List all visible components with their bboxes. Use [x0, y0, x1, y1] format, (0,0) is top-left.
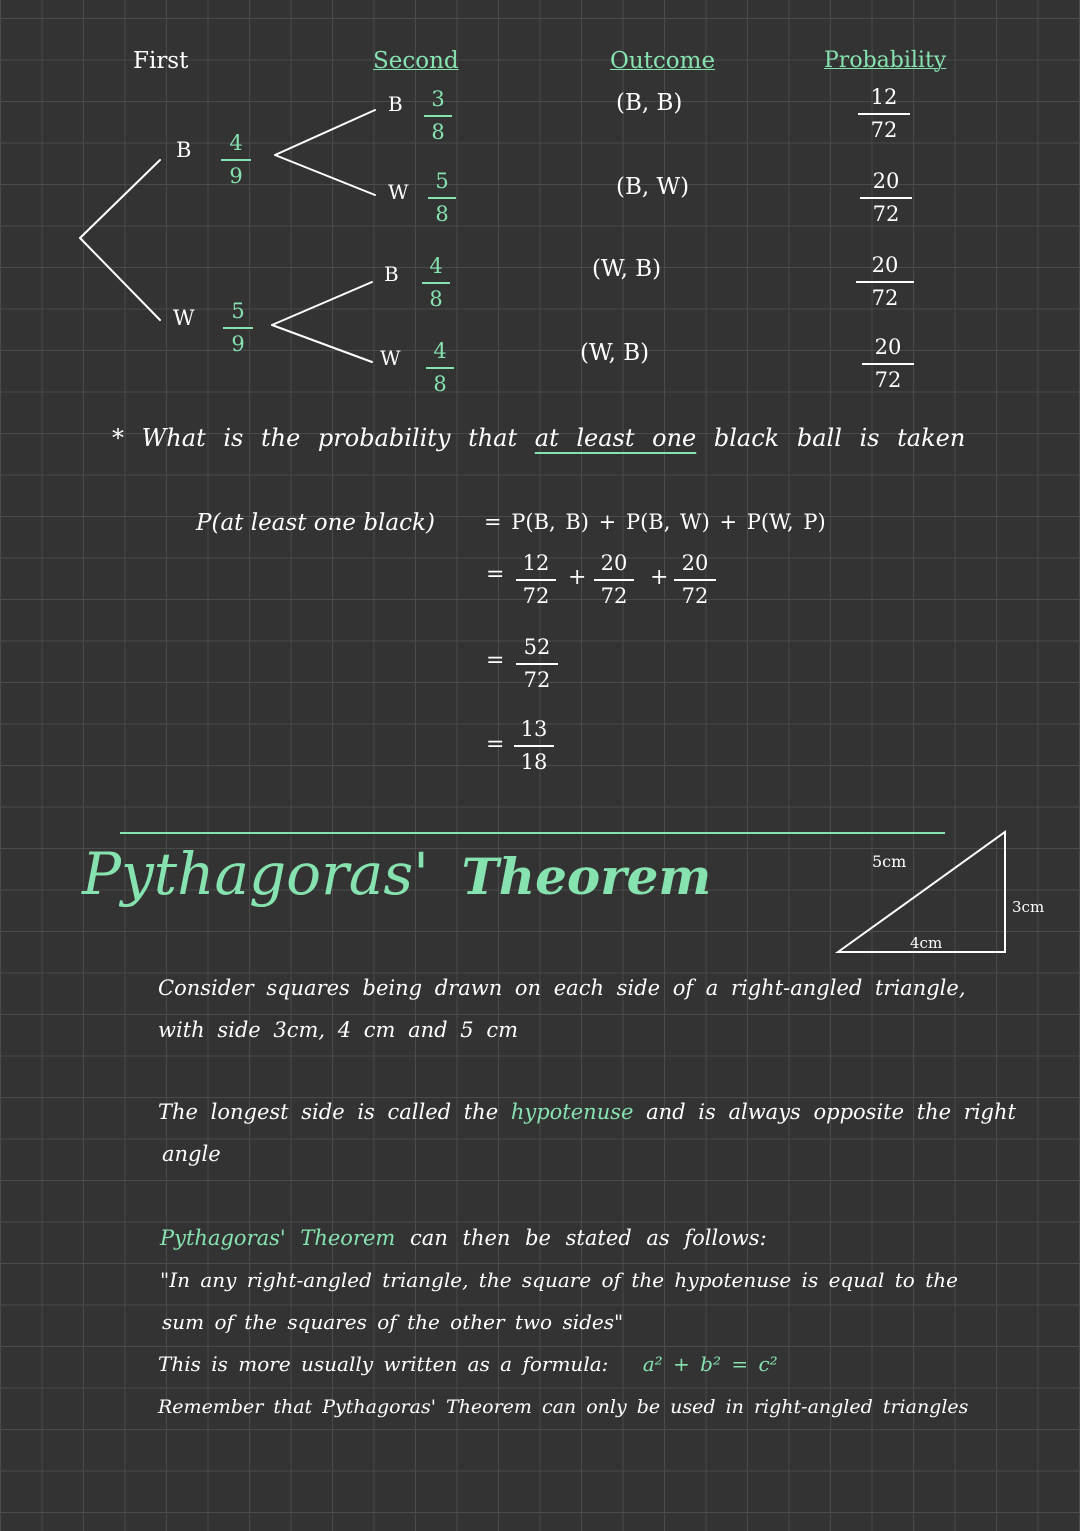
- working-line2-frac3: [674, 552, 716, 607]
- fraction-numerator: 4: [229, 131, 243, 155]
- first-branch-prob-w: [223, 300, 253, 355]
- second-branch-prob-ww: [426, 340, 454, 395]
- working-line2-frac1: [516, 552, 556, 607]
- working-line3-frac: [516, 636, 558, 691]
- fraction-denominator: 72: [872, 202, 900, 227]
- paragraph-2-line2: angle: [162, 1142, 221, 1166]
- second-branch-label-ww: W: [380, 346, 401, 370]
- formula-lead: This is more usually written as a formula:: [158, 1352, 609, 1376]
- quote-line2: sum of the squares of the other two sides": [162, 1310, 624, 1334]
- header-outcome: Outcome: [610, 48, 716, 74]
- fraction-numerator: 20: [874, 335, 902, 359]
- triangle-hyp-label: 5cm: [872, 852, 907, 871]
- question-underlined: at least one: [534, 424, 697, 452]
- paragraph-2-before: The longest side is called the: [158, 1100, 499, 1124]
- outcome-wb: (W, B): [592, 256, 662, 282]
- fraction-numerator: 20: [872, 169, 900, 193]
- first-branch-prob-b: [221, 132, 251, 187]
- second-branch-prob-wb: [422, 255, 450, 310]
- fraction-bar: [422, 282, 450, 284]
- paragraph-2-line1: [158, 1100, 1016, 1124]
- fraction-denominator: 9: [231, 332, 245, 357]
- section-title: [82, 840, 711, 908]
- fraction-bar: [674, 579, 716, 581]
- working-line3-equals: =: [486, 648, 505, 673]
- second-branch-label-wb: B: [384, 262, 399, 286]
- working-line2-equals: =: [486, 562, 505, 587]
- section-title-part2: Theorem: [461, 847, 712, 906]
- fraction-bar: [594, 579, 634, 581]
- fraction-numerator: 20: [681, 551, 709, 575]
- paragraph-3-line1: [160, 1226, 767, 1250]
- fraction-numerator: 3: [431, 87, 445, 111]
- fraction-numerator: 5: [231, 299, 245, 323]
- working-lhs: P(at least one black): [196, 510, 435, 536]
- quote-line1: "In any right-angled triangle, the square of the hypotenuse is equal to the: [160, 1268, 958, 1292]
- paragraph-1-line2: with side 3cm, 4 cm and 5 cm: [158, 1018, 519, 1042]
- probability-ww: [862, 336, 914, 391]
- fraction-bar: [221, 159, 251, 161]
- working-line2-plus1: +: [568, 565, 587, 590]
- working-line1: = P(B, B) + P(B, W) + P(W, P): [484, 510, 826, 534]
- fraction-numerator: 20: [871, 253, 899, 277]
- header-probability: Probability: [824, 48, 947, 73]
- section-divider: [120, 832, 945, 834]
- branch-line-bb: [275, 110, 375, 155]
- working-line2-plus2: +: [650, 565, 669, 590]
- fraction-denominator: 72: [523, 668, 551, 693]
- working-line2-frac2: [594, 552, 634, 607]
- paragraph-2-highlight: hypotenuse: [510, 1100, 634, 1124]
- working-line4-equals: =: [486, 732, 505, 757]
- triangle-vertical-label: 3cm: [1012, 898, 1045, 916]
- second-branch-label-bw: W: [388, 180, 409, 204]
- working-line4-frac: [514, 718, 554, 773]
- fraction-bar: [862, 363, 914, 365]
- branch-line-bw: [275, 155, 375, 195]
- fraction-numerator: 12: [522, 551, 550, 575]
- outcome-bb: (B, B): [616, 90, 683, 116]
- second-branch-label-bb: B: [388, 92, 403, 116]
- probability-bw: [860, 170, 912, 225]
- fraction-numerator: 13: [520, 717, 548, 741]
- outcome-wb-2: (W, B): [580, 340, 650, 366]
- header-second: Second: [373, 48, 459, 74]
- fraction-numerator: 4: [433, 339, 447, 363]
- fraction-numerator: 4: [429, 254, 443, 278]
- fraction-bar: [424, 115, 452, 117]
- branch-line-ww: [272, 325, 372, 362]
- fraction-bar: [428, 197, 456, 199]
- fraction-bar: [516, 663, 558, 665]
- fraction-numerator: 5: [435, 169, 449, 193]
- paragraph-1-line1: Consider squares being drawn on each side of a right-angled triangle,: [158, 976, 966, 1000]
- fraction-bar: [223, 327, 253, 329]
- branch-line-first-b: [80, 160, 160, 238]
- triangle-base-label: 4cm: [910, 934, 943, 952]
- remember-line: Remember that Pythagoras' Theorem can only be used in right-angled triangles: [158, 1396, 969, 1418]
- probability-wb: [856, 254, 914, 309]
- section-title-part1: Pythagoras': [82, 840, 430, 908]
- fraction-numerator: 12: [870, 85, 898, 109]
- fraction-denominator: 8: [433, 372, 447, 397]
- fraction-denominator: 9: [229, 164, 243, 189]
- first-branch-label-b: B: [176, 138, 192, 162]
- fraction-denominator: 72: [870, 118, 898, 143]
- question-star: *: [112, 424, 124, 452]
- branch-line-wb: [272, 282, 372, 325]
- fraction-bar: [514, 745, 554, 747]
- fraction-denominator: 8: [429, 287, 443, 312]
- right-triangle-diagram: [830, 822, 1060, 962]
- paragraph-3-highlight: Pythagoras' Theorem: [160, 1226, 396, 1250]
- fraction-denominator: 8: [435, 202, 449, 227]
- paragraph-2-after: and is always opposite the right: [646, 1100, 1016, 1124]
- formula-line: [158, 1352, 778, 1376]
- outcome-bw: (B, W): [616, 174, 690, 200]
- second-branch-prob-bb: [424, 88, 452, 143]
- first-branch-label-w: W: [173, 306, 195, 330]
- fraction-denominator: 72: [871, 286, 899, 311]
- fraction-denominator: 72: [681, 584, 709, 609]
- question-text-before: What is the probability that: [141, 424, 518, 452]
- fraction-denominator: 18: [520, 750, 548, 775]
- second-branch-prob-bw: [428, 170, 456, 225]
- branch-line-first-w: [80, 238, 160, 320]
- question-line: [112, 424, 965, 452]
- formula: a² + b² = c²: [642, 1352, 778, 1376]
- header-first: First: [133, 48, 189, 74]
- fraction-bar: [516, 579, 556, 581]
- fraction-denominator: 72: [874, 368, 902, 393]
- fraction-numerator: 52: [523, 635, 551, 659]
- paragraph-3-after: can then be stated as follows:: [410, 1226, 767, 1250]
- fraction-numerator: 20: [600, 551, 628, 575]
- fraction-bar: [860, 197, 912, 199]
- probability-bb: [858, 86, 910, 141]
- fraction-bar: [856, 281, 914, 283]
- question-text-after: black ball is taken: [713, 424, 966, 452]
- fraction-bar: [426, 367, 454, 369]
- fraction-denominator: 8: [431, 120, 445, 145]
- fraction-denominator: 72: [522, 584, 550, 609]
- fraction-denominator: 72: [600, 584, 628, 609]
- fraction-bar: [858, 113, 910, 115]
